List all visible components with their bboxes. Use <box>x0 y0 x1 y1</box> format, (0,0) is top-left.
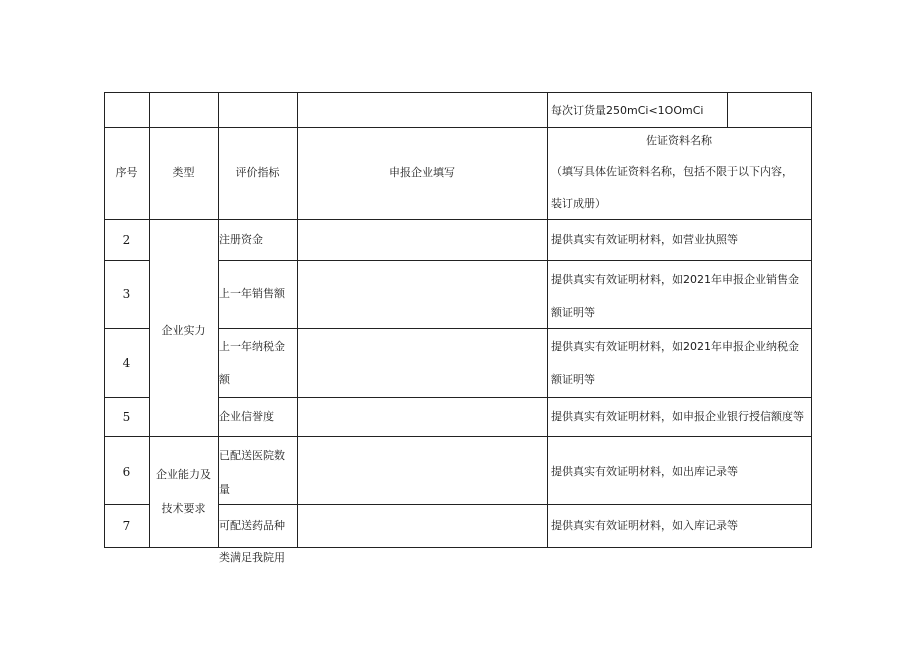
row-doc: 额证明等 <box>551 373 595 386</box>
row-line <box>218 397 812 398</box>
header-doc-hint: （填写具体佐证资料名称，包括不限于以下内容， <box>551 165 793 178</box>
row-indicator: 上一年纳税金 <box>219 340 285 353</box>
row-doc: 提供真实有效证明材料，如2021年申报企业纳税金 <box>551 340 799 353</box>
order-quantity-note: 每次订货量250mCi<1OOmCi <box>551 104 704 117</box>
row-line <box>104 219 812 220</box>
row-line <box>104 547 812 548</box>
col-line <box>727 92 728 127</box>
row-line <box>104 436 812 437</box>
row-seq: 4 <box>122 356 131 370</box>
row-seq: 7 <box>122 519 131 533</box>
row-doc: 提供真实有效证明材料，如营业执照等 <box>551 233 738 246</box>
row-indicator: 企业信誉度 <box>219 410 274 423</box>
row-indicator: 已配送医院数 <box>219 449 285 462</box>
header-fill: 申报企业填写 <box>389 166 455 179</box>
row-indicator: 可配送药品种 <box>219 519 285 532</box>
row-indicator: 额 <box>219 373 230 386</box>
row-line <box>104 397 149 398</box>
row-line <box>104 127 812 128</box>
row-line <box>218 504 812 505</box>
row-seq: 6 <box>122 465 131 479</box>
header-type: 类型 <box>172 166 195 179</box>
header-indicator: 评价指标 <box>235 166 280 179</box>
row-line <box>104 92 812 93</box>
col-line <box>547 92 548 548</box>
group-label-strength: 企业实力 <box>161 324 206 337</box>
row-line <box>218 328 812 329</box>
row-seq: 5 <box>122 410 131 424</box>
overflow-text: 类满足我院用 <box>219 551 285 564</box>
row-line <box>104 504 149 505</box>
row-indicator: 上一年销售额 <box>219 287 285 300</box>
row-indicator: 量 <box>219 483 230 496</box>
col-line <box>218 92 219 548</box>
row-indicator: 注册资金 <box>219 233 263 246</box>
row-doc: 提供真实有效证明材料，如2021年申报企业销售金 <box>551 273 799 286</box>
row-line <box>104 328 149 329</box>
row-seq: 2 <box>122 233 131 247</box>
row-doc: 提供真实有效证明材料，如入库记录等 <box>551 519 738 532</box>
col-line <box>297 92 298 548</box>
group-label-capability: 技术要求 <box>161 502 206 515</box>
row-doc: 提供真实有效证明材料，如申报企业银行授信额度等 <box>551 410 804 423</box>
col-line <box>811 92 812 548</box>
row-line <box>218 260 812 261</box>
row-line <box>104 260 149 261</box>
header-doc-title: 佐证资料名称 <box>646 134 712 147</box>
row-doc: 提供真实有效证明材料，如出库记录等 <box>551 465 738 478</box>
header-seq: 序号 <box>115 166 138 179</box>
row-seq: 3 <box>122 287 131 301</box>
row-doc: 额证明等 <box>551 306 595 319</box>
col-line <box>104 92 105 548</box>
group-label-capability: 企业能力及 <box>156 468 211 481</box>
header-doc-hint: 装订成册） <box>551 197 606 210</box>
